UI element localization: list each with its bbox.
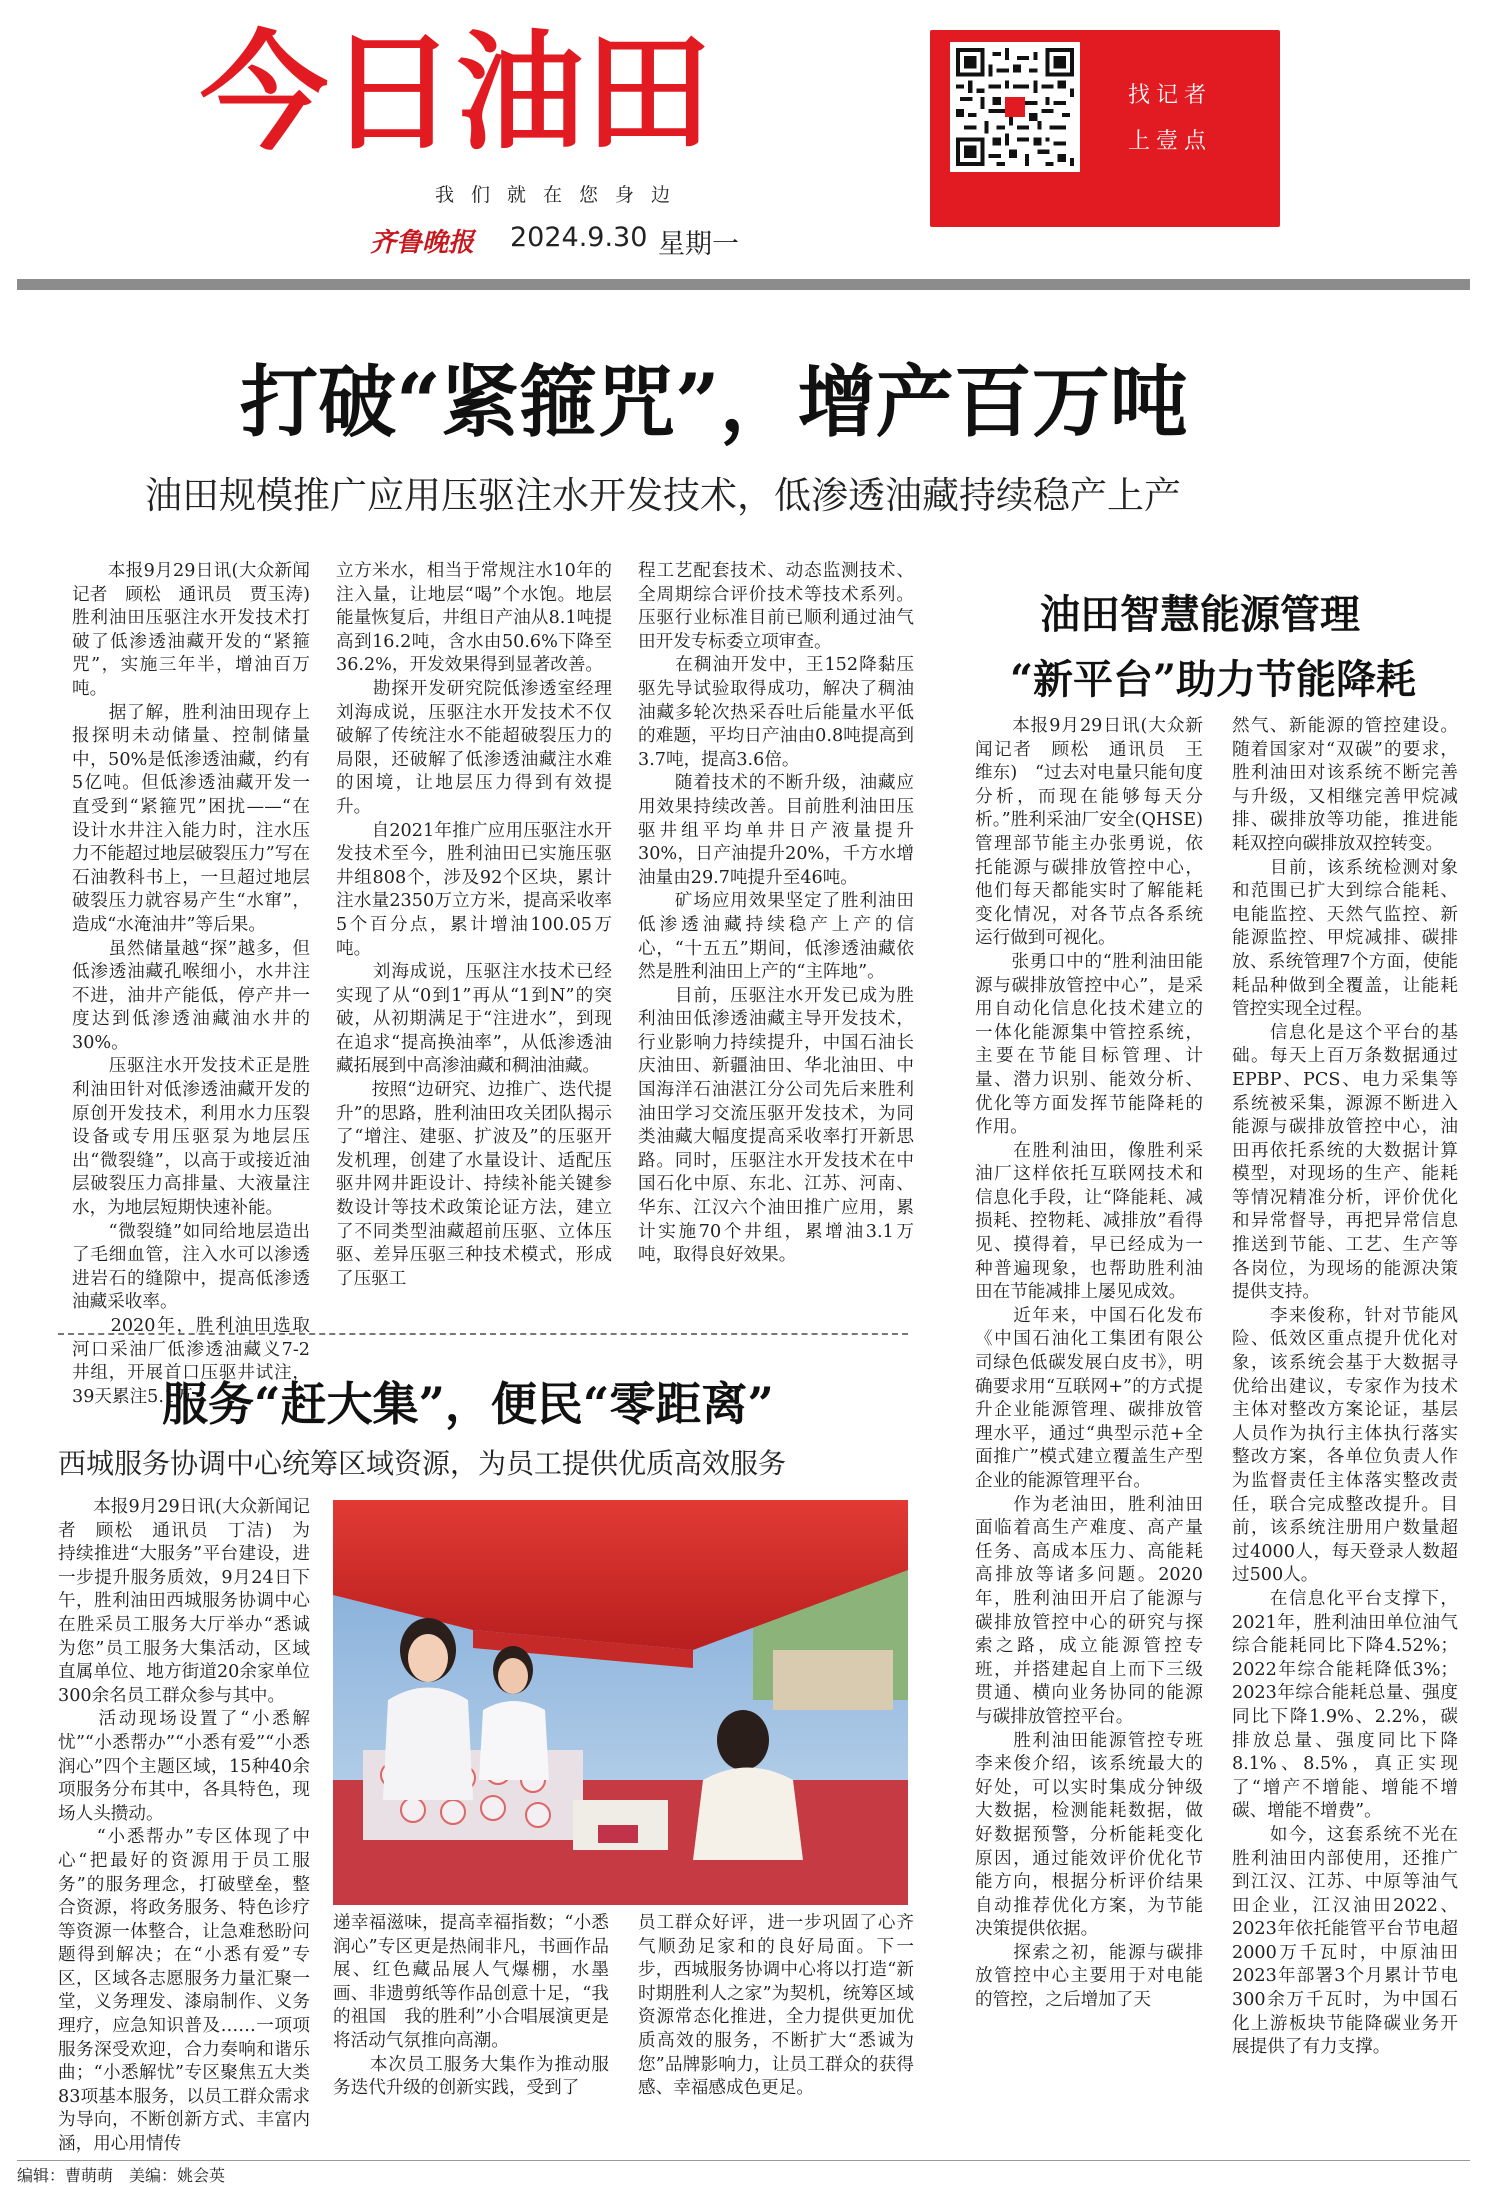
main-article-col1-text: 本报9月29日讯(大众新闻记者 顾松 通讯员 贾玉涛) 胜利油田压驱注水开发技术打破了低渗透油藏开发的“紧箍咒”，实施三年半，增油百万吨。 据了解，胜利油田现存上报探明未动储量、控制储量中，50%是低渗透油藏，约有5亿吨。但低渗透油藏开发一直受到“紧箍咒”困扰——“在设计水井注入能力时，注水压力不能超过地层破裂压力”写在石油教科书上，一旦超过地层破裂压力就容易产生“水窜”，造成“水淹油井”等后果。 虽然储量越“探”越多，但低渗透油藏孔喉细小，水井注不进，油井产能低，停产井一度达到低渗透油藏油水井的30%。 压驱注水开发技术正是胜利油田针对低渗透油藏开发的原创开发技术，利用水力压裂设备或专用压驱泵为地层压出“微裂缝”，以高于或接近油层破裂压力高排量、大液量注水，为地层短期快速补能。 “微裂缝”如同给地层造出了毛细血管，注入水可以渗透进岩石的缝隙中，提高低渗透油藏采收率。 2020年，胜利油田选取河口采油厂低渗透油藏义7-2井组，开展首口压驱井试注，39天累注5.1万 — [72, 561, 310, 1407]
service-article-col1 — [58, 1496, 310, 2155]
cta-app-name: 上壹点 — [1128, 129, 1213, 154]
energy-article-col1-text: 本报9月29日讯(大众新闻记者 顾松 通讯员 王维东) “过去对电量只能旬度分析，而现在能够每天分析。”胜利采油厂安全(QHSE)管理部节能主办张勇说，依托能源与碳排放管控中心，他们每天都能实时了解能耗变化情况，对各节点各系统运行做到可视化。 张勇口中的“胜利油田能源与碳排放管控中心”，是采用自动化信息化技术建立的一体化能源集中管控系统，主要在节能目标管理、计量、潜力识别、能效分析、优化等方面发挥节能降耗的作用。 在胜利油田，像胜利采油厂这样依托互联网技术和信息化手段，让“降能耗、减损耗、控物耗、减排放”看得见、摸得着，早已经成为一种普遍现象，也帮助胜利油田在节能减排上屡见成效。 近年来，中国石化发布《中国石油化工集团有限公司绿色低碳发展白皮书》，明确要求用“互联网+”的方式提升企业能源管理、碳排放管理水平，通过“典型示范+全面推广”模式建立覆盖生产型企业的能源管理平台。 作为老油田，胜利油田面临着高生产难度、高产量任务、高成本压力、高能耗高排放等诸多问题。2020年，胜利油田开启了能源与碳排放管控中心的研究与探索之路，成立能源管控专班，并搭建起自上而下三级贯通、横向业务协同的能源与碳排放管控平台。 胜利油田能源管控专班李来俊介绍，该系统最大的好处，可以实时集成分钟级大数据，检测能耗数据，做好数据预警，分析能耗变化原因，通过能效评价优化节能方向，根据分析评价结果自动推荐优化方案，为节能决策提供依据。 探索之初，能源与碳排放管控中心主要用于对电能的管控，之后增加了天 — [975, 716, 1203, 2011]
service-subheadline: 西城服务协调中心统筹区域资源，为员工提供优质高效服务 — [58, 1447, 787, 1480]
masthead-title: 今日油田 — [200, 19, 713, 168]
brand-logo: 齐鲁晚报 — [370, 228, 475, 258]
service-article-col3-text: 员工群众好评，进一步巩固了心齐气顺劲足家和的良好局面。下一步，西城服务协调中心将以打造“新时期胜利人之家”为契机，统筹区域资源常态化推进，全力提供更加优质高效的服务，不断扩大“悉诚为您”品牌影响力，让员工群众的获得感、幸福感成色更足。 — [638, 1913, 914, 2099]
header-divider — [17, 279, 1470, 290]
energy-title-line2: “新平台”助力节能降耗 — [1010, 656, 1417, 703]
issue-date: 2024.9.30 — [510, 222, 648, 253]
service-article-col2-text: 递幸福滋味，提高幸福指数；“小悉润心”专区更是热闹非凡，书画作品展、红色藏品展人气爆棚，水墨画、非遗剪纸等作品创意十足，“我的祖国 我的胜利”小合唱展演更是将活动气氛推向高潮。 本次员工服务大集作为推动服务迭代升级的创新实践，受到了 — [333, 1913, 609, 2099]
main-article-col1 — [72, 560, 310, 1407]
masthead-slogan: 我们就在您身边 — [435, 184, 688, 206]
editor-credit: 编辑：曹萌萌 美编：姚会英 — [17, 2166, 226, 2185]
cta-find-reporter: 找记者 — [1128, 83, 1213, 108]
main-headline: 打破“紧箍咒”，增产百万吨 — [240, 357, 1188, 448]
main-subheadline: 油田规模推广应用压驱注水开发技术，低渗透油藏持续稳产上产 — [145, 474, 1181, 517]
energy-article-col2-text: 然气、新能源的管控建设。随着国家对“双碳”的要求，胜利油田对该系统不断完善与升级，又相继完善甲烷减排、碳排放等功能，推进能耗双控向碳排放双控转变。 目前，该系统检测对象和范围已扩大到综合能耗、电能监控、天然气监控、新能源监控、甲烷减排、碳排放、系统管理7个方面，使能耗品种做到全覆盖，让能耗管控实现全过程。 信息化是这个平台的基础。每天上百万条数据通过EPBP、PCS、电力采集等系统被采集，源源不断进入能源与碳排放管控中心，油田再依托系统的大数据计算模型，对现场的生产、能耗等情况精准分析，评价优化和异常督导，再把异常信息推送到节能、工艺、生产等各岗位，为现场的能源决策提供支持。 李来俊称，针对节能风险、低效区重点提升优化对象，该系统会基于大数据寻优给出建议，专家作为技术主体对整改方案论证，基层人员作为执行主体执行落实整改方案，各单位负责人作为监督责任主体落实整改责任，联合完成整改提升。目前，该系统注册用户数量超过4000人，每天登录人数超过500人。 在信息化平台支撑下，2021年，胜利油田单位油气综合能耗同比下降4.52%；2022年综合能耗降低3%；2023年综合能耗总量、强度同比下降1.9%、2.2%，碳排放总量、强度同比下降8.1%、8.5%，真正实现了“增产不增能、增能不增碳、增能不增费”。 如今，这套系统不光在胜利油田内部使用，还推广到江汉、江苏、中原等油气田企业，江汉油田2022、2023年依托能管平台节电超2000万千瓦时，中原油田2023年部署3个月累计节电300余万千瓦时，为中国石化上游板块节能降碳业务开展提供了有力支撑。 — [1232, 716, 1458, 2058]
service-article-col1-text: 本报9月29日讯(大众新闻记者 顾松 通讯员 丁洁) 为持续推进“大服务”平台建设，进一步提升服务质效，9月24日下午，胜利油田西城服务协调中心在胜采员工服务大厅举办“悉诚为您”员工服务大集活动，区域直属单位、地方街道20余家单位300余名员工群众参与其中。 活动现场设置了“小悉解忧”“小悉帮办”“小悉有爱”“小悉润心”四个主题区域，15种40余项服务分布其中，各具特色，现场人头攒动。 “小悉帮办”专区体现了中心“把最好的资源用于员工服务”的服务理念，打破壁垒，整合资源，将政务服务、特色诊疗等资源一体整合，让急难愁盼问题得到解决；在“小悉有爱”专区，区域各志愿服务力量汇聚一堂，义务理发、漆扇制作、义务理疗，应急知识普及……一项项服务深受欢迎，合力奏响和谐乐曲；“小悉解忧”专区聚焦五大类83项基本服务，以员工群众需求为导向，不断创新方式、丰富内涵，用心用情传 — [58, 1497, 310, 2155]
service-headline: 服务“赶大集”，便民“零距离” — [162, 1377, 774, 1431]
energy-article-col2 — [1232, 715, 1458, 2130]
footer-divider — [17, 2160, 1470, 2161]
qr-code-icon[interactable] — [950, 42, 1080, 172]
section-divider — [58, 1333, 908, 1335]
service-article-col3 — [638, 1912, 914, 2137]
service-article-col2 — [333, 1912, 609, 2137]
news-photo — [333, 1500, 908, 1905]
main-article-col2-text: 立方米水，相当于常规注水10年的注入量，让地层“喝”个水饱。地层能量恢复后，井组日产油从8.1吨提高到16.2吨，含水由50.6%下降至36.2%，开发效果得到显著改善。 勘探开发研究院低渗透室经理刘海成说，压驱注水开发技术不仅破解了传统注水不能超破裂压力的局限，还破解了低渗透油藏注水难的困境，让地层压力得到有效提升。 自2021年推广应用压驱注水开发技术至今，胜利油田已实施压驱井组808个，涉及92个区块，累计注水量2350万立方米，提高采收率5个百分点，累计增油100.05万吨。 刘海成说，压驱注水技术已经实现了从“0到1”再从“1到N”的突破，从初期满足于“注进水”，到现在追求“提高换油率”，从低渗透油藏拓展到中高渗油藏和稠油油藏。 按照“边研究、边推广、迭代提升”的思路，胜利油田攻关团队揭示了“增注、建驱、扩波及”的压驱开发机理，创建了水量设计、适配压驱井网井距设计、持续补能关键参数设计等技术政策论证方法，建立了不同类型油藏超前压驱、立体压驱、差异压驱三种技术模式，形成了压驱工 — [336, 561, 612, 1289]
main-article-col3 — [638, 560, 914, 1320]
service-event-photo-image — [333, 1500, 908, 1905]
main-article-col2 — [336, 560, 612, 1320]
energy-article-col1 — [975, 715, 1203, 2130]
main-article-col3-text: 程工艺配套技术、动态监测技术、全周期综合评价技术等技术系列。压驱行业标准目前已顺利通过油气田开发专标委立项审查。 在稠油开发中，王152降黏压驱先导试验取得成功，解决了稠油油藏多轮次热采吞吐后能量水平低的难题，平均日产油由0.8吨提高到3.7吨，提高3.6倍。 随着技术的不断升级，油藏应用效果持续改善。目前胜利油田压驱井组平均单井日产液量提升30%，日产油提升20%，千方水增油量由29.7吨提升至46吨。 矿场应用效果坚定了胜利油田低渗透油藏持续稳产上产的信心，“十五五”期间，低渗透油藏依然是胜利油田上产的“主阵地”。 目前，压驱注水开发已成为胜利油田低渗透油藏主导开发技术，行业影响力持续提升，中国石油长庆油田、新疆油田、华北油田、中国海洋石油湛江分公司先后来胜利油田学习交流压驱开发技术，为同类油藏大幅度提高采收率打开新思路。同时，压驱注水开发技术在中国石化中原、东北、江苏、河南、华东、江汉六个油田推广应用，累计实施70个井组，累增油3.1万吨，取得良好效果。 — [638, 561, 914, 1266]
issue-weekday: 星期一 — [658, 229, 739, 260]
energy-title-line1: 油田智慧能源管理 — [1040, 591, 1360, 638]
